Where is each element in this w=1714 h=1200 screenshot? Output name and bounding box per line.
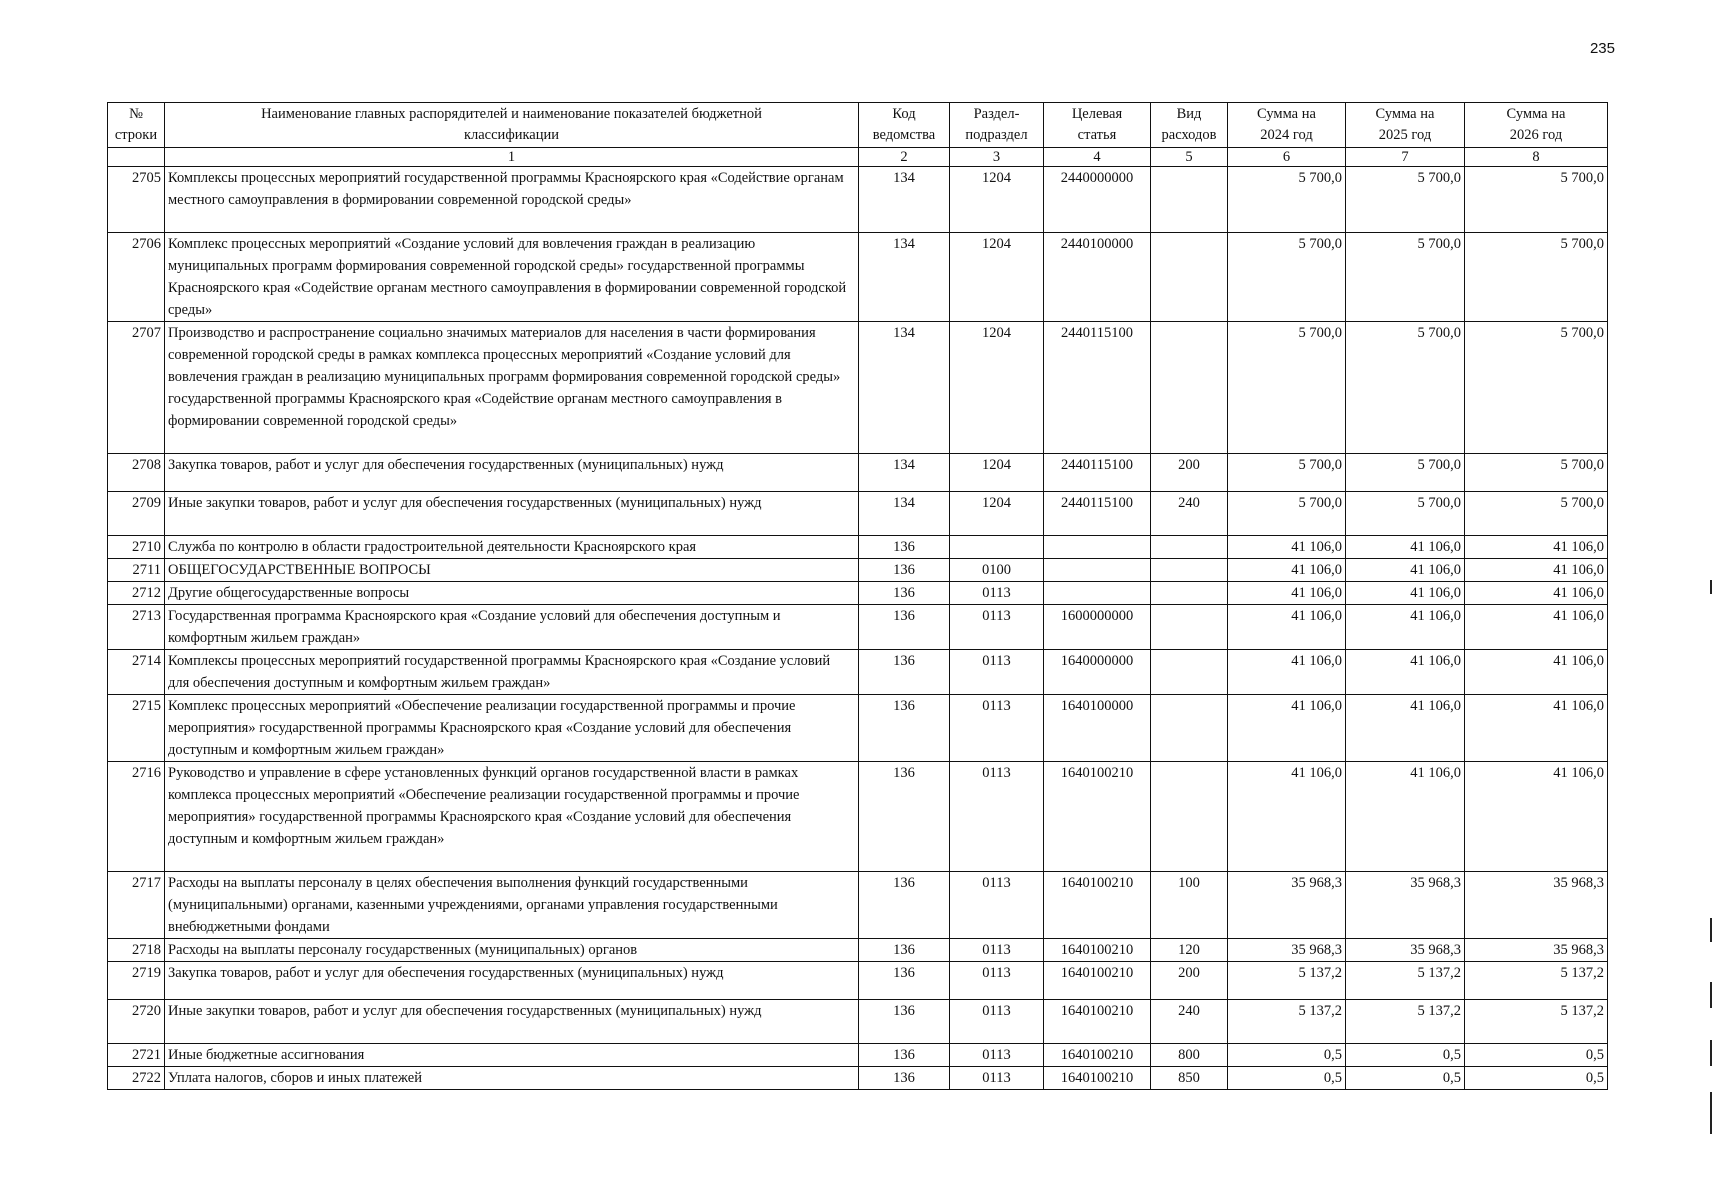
- header-section: Раздел- подраздел: [950, 103, 1044, 148]
- section-code: 0113: [950, 939, 1044, 962]
- row-number: 2706: [108, 233, 165, 322]
- department-code: 134: [859, 322, 950, 454]
- section-code: 1204: [950, 167, 1044, 233]
- sum-2025: 0,5: [1346, 1044, 1465, 1067]
- item-name: ОБЩЕГОСУДАРСТВЕННЫЕ ВОПРОСЫ: [165, 559, 859, 582]
- table-row: [108, 1000, 1608, 1044]
- expense-type: 200: [1151, 454, 1228, 492]
- sum-2026: 0,5: [1465, 1044, 1608, 1067]
- sum-2026: 5 700,0: [1465, 492, 1608, 536]
- column-number: 3: [950, 148, 1044, 167]
- target-article: 2440115100: [1044, 492, 1151, 536]
- item-name: Комплекс процессных мероприятий «Обеспечение реализации государственной программы и прочие мероприятия» государственной программы Красноярского края «Создание условий для обеспечения доступным и комфортным жильем граждан»: [165, 695, 859, 762]
- item-name: Расходы на выплаты персоналу государственных (муниципальных) органов: [165, 939, 859, 962]
- header-sum-2024: Сумма на 2024 год: [1228, 103, 1346, 148]
- item-name: Служба по контролю в области градостроительной деятельности Красноярского края: [165, 536, 859, 559]
- sum-2026: 41 106,0: [1465, 695, 1608, 762]
- sum-2026: 5 137,2: [1465, 1000, 1608, 1044]
- sum-2026: 5 700,0: [1465, 233, 1608, 322]
- sum-2024: 5 700,0: [1228, 322, 1346, 454]
- department-code: 136: [859, 939, 950, 962]
- header-row: [108, 103, 1608, 148]
- department-code: 134: [859, 167, 950, 233]
- sum-2024: 41 106,0: [1228, 605, 1346, 650]
- target-article: 1640100210: [1044, 939, 1151, 962]
- table-row: [108, 582, 1608, 605]
- sum-2025: 41 106,0: [1346, 650, 1465, 695]
- table-row: [108, 233, 1608, 322]
- target-article: 1640100210: [1044, 1044, 1151, 1067]
- item-name: Комплексы процессных мероприятий государственной программы Красноярского края «Создание условий для обеспечения доступным и комфортным жильем граждан»: [165, 650, 859, 695]
- item-name: Государственная программа Красноярского края «Создание условий для обеспечения доступным и комфортным жильем граждан»: [165, 605, 859, 650]
- target-article: 1640100000: [1044, 695, 1151, 762]
- target-article: [1044, 559, 1151, 582]
- row-number: 2719: [108, 962, 165, 1000]
- target-article: 1640100210: [1044, 1000, 1151, 1044]
- budget-table: [107, 102, 1608, 1090]
- sum-2025: 5 700,0: [1346, 492, 1465, 536]
- department-code: 136: [859, 536, 950, 559]
- department-code: 136: [859, 1044, 950, 1067]
- sum-2026: 41 106,0: [1465, 536, 1608, 559]
- scan-edge-mark: [1710, 580, 1712, 594]
- expense-type: 200: [1151, 962, 1228, 1000]
- expense-type: 850: [1151, 1067, 1228, 1090]
- expense-type: [1151, 167, 1228, 233]
- section-code: 0113: [950, 1044, 1044, 1067]
- scan-edge-mark: [1710, 982, 1712, 1008]
- expense-type: [1151, 322, 1228, 454]
- row-number: 2705: [108, 167, 165, 233]
- sum-2025: 5 137,2: [1346, 1000, 1465, 1044]
- table-row: [108, 167, 1608, 233]
- row-number: 2721: [108, 1044, 165, 1067]
- page-number: 235: [1589, 40, 1615, 57]
- section-code: 1204: [950, 454, 1044, 492]
- sum-2024: 41 106,0: [1228, 536, 1346, 559]
- item-name: Иные бюджетные ассигнования: [165, 1044, 859, 1067]
- header-row-number: № строки: [108, 103, 165, 148]
- row-number: 2716: [108, 762, 165, 872]
- target-article: 2440115100: [1044, 454, 1151, 492]
- section-code: 1204: [950, 233, 1044, 322]
- section-code: 0113: [950, 582, 1044, 605]
- sum-2025: 5 700,0: [1346, 322, 1465, 454]
- sum-2026: 35 968,3: [1465, 939, 1608, 962]
- item-name: Производство и распространение социально значимых материалов для населения в части формирования современной городской среды в рамках комплекса процессных мероприятий «Создание условий для вовлечения граждан в реализацию муниципальных программ формирования современной городской среды» государственной программы Красноярского края «Содействие органам местного самоуправления в формировании современной городской среды»: [165, 322, 859, 454]
- sum-2025: 35 968,3: [1346, 939, 1465, 962]
- target-article: 1640100210: [1044, 872, 1151, 939]
- row-number: 2708: [108, 454, 165, 492]
- sum-2026: 5 700,0: [1465, 167, 1608, 233]
- sum-2024: 5 700,0: [1228, 454, 1346, 492]
- row-number: 2717: [108, 872, 165, 939]
- table-row: [108, 454, 1608, 492]
- expense-type: [1151, 559, 1228, 582]
- expense-type: [1151, 233, 1228, 322]
- target-article: 1640100210: [1044, 962, 1151, 1000]
- sum-2026: 41 106,0: [1465, 582, 1608, 605]
- department-code: 136: [859, 605, 950, 650]
- department-code: 136: [859, 559, 950, 582]
- item-name: Иные закупки товаров, работ и услуг для обеспечения государственных (муниципальных) нужд: [165, 492, 859, 536]
- column-number: 5: [1151, 148, 1228, 167]
- row-number: 2714: [108, 650, 165, 695]
- item-name: Расходы на выплаты персоналу в целях обеспечения выполнения функций государственными (муниципальными) органами, казенными учреждениями, органами управления государственными внебюджетными фондами: [165, 872, 859, 939]
- sum-2024: 41 106,0: [1228, 559, 1346, 582]
- sum-2024: 41 106,0: [1228, 582, 1346, 605]
- column-number: 7: [1346, 148, 1465, 167]
- column-number-row: [108, 148, 1608, 167]
- scan-edge-mark: [1710, 1092, 1712, 1134]
- table-row: [108, 695, 1608, 762]
- table-row: [108, 492, 1608, 536]
- item-name: Уплата налогов, сборов и иных платежей: [165, 1067, 859, 1090]
- sum-2024: 35 968,3: [1228, 872, 1346, 939]
- expense-type: 800: [1151, 1044, 1228, 1067]
- sum-2026: 41 106,0: [1465, 650, 1608, 695]
- expense-type: [1151, 650, 1228, 695]
- section-code: 0113: [950, 762, 1044, 872]
- department-code: 134: [859, 233, 950, 322]
- department-code: 136: [859, 582, 950, 605]
- item-name: Закупка товаров, работ и услуг для обеспечения государственных (муниципальных) нужд: [165, 454, 859, 492]
- sum-2024: 0,5: [1228, 1044, 1346, 1067]
- table-row: [108, 1044, 1608, 1067]
- sum-2026: 41 106,0: [1465, 605, 1608, 650]
- section-code: 0100: [950, 559, 1044, 582]
- sum-2025: 41 106,0: [1346, 536, 1465, 559]
- sum-2025: 35 968,3: [1346, 872, 1465, 939]
- sum-2026: 5 137,2: [1465, 962, 1608, 1000]
- item-name: Иные закупки товаров, работ и услуг для обеспечения государственных (муниципальных) нужд: [165, 1000, 859, 1044]
- row-number: 2715: [108, 695, 165, 762]
- sum-2026: 35 968,3: [1465, 872, 1608, 939]
- sum-2024: 0,5: [1228, 1067, 1346, 1090]
- section-code: [950, 536, 1044, 559]
- column-number: 1: [165, 148, 859, 167]
- sum-2025: 5 700,0: [1346, 233, 1465, 322]
- sum-2025: 41 106,0: [1346, 605, 1465, 650]
- target-article: 1640100210: [1044, 762, 1151, 872]
- header-name: Наименование главных распорядителей и наименование показателей бюджетной классификации: [165, 103, 859, 148]
- header-department-code: Код ведомства: [859, 103, 950, 148]
- department-code: 136: [859, 872, 950, 939]
- expense-type: [1151, 536, 1228, 559]
- item-name: Закупка товаров, работ и услуг для обеспечения государственных (муниципальных) нужд: [165, 962, 859, 1000]
- sum-2025: 41 106,0: [1346, 695, 1465, 762]
- row-number: 2709: [108, 492, 165, 536]
- table-row: [108, 762, 1608, 872]
- sum-2024: 5 137,2: [1228, 1000, 1346, 1044]
- header-sum-2026: Сумма на 2026 год: [1465, 103, 1608, 148]
- table-row: [108, 605, 1608, 650]
- expense-type: [1151, 762, 1228, 872]
- expense-type: [1151, 605, 1228, 650]
- target-article: 2440100000: [1044, 233, 1151, 322]
- expense-type: 240: [1151, 1000, 1228, 1044]
- department-code: 134: [859, 454, 950, 492]
- target-article: 1640100210: [1044, 1067, 1151, 1090]
- expense-type: 120: [1151, 939, 1228, 962]
- target-article: [1044, 582, 1151, 605]
- row-number: 2707: [108, 322, 165, 454]
- table-row: [108, 939, 1608, 962]
- target-article: 2440000000: [1044, 167, 1151, 233]
- column-number: 8: [1465, 148, 1608, 167]
- header-target-article: Целевая статья: [1044, 103, 1151, 148]
- row-number: 2712: [108, 582, 165, 605]
- table-row: [108, 322, 1608, 454]
- sum-2024: 41 106,0: [1228, 762, 1346, 872]
- item-name: Другие общегосударственные вопросы: [165, 582, 859, 605]
- section-code: 1204: [950, 492, 1044, 536]
- row-number: 2718: [108, 939, 165, 962]
- sum-2025: 41 106,0: [1346, 582, 1465, 605]
- expense-type: [1151, 695, 1228, 762]
- item-name: Комплексы процессных мероприятий государственной программы Красноярского края «Содействие органам местного самоуправления в формировании современной городской среды»: [165, 167, 859, 233]
- expense-type: [1151, 582, 1228, 605]
- sum-2024: 5 700,0: [1228, 167, 1346, 233]
- table-row: [108, 536, 1608, 559]
- expense-type: 240: [1151, 492, 1228, 536]
- sum-2024: 5 700,0: [1228, 233, 1346, 322]
- row-number: 2713: [108, 605, 165, 650]
- table-row: [108, 559, 1608, 582]
- column-number: 2: [859, 148, 950, 167]
- target-article: [1044, 536, 1151, 559]
- header-expense-type: Вид расходов: [1151, 103, 1228, 148]
- table-row: [108, 872, 1608, 939]
- section-code: 0113: [950, 695, 1044, 762]
- sum-2025: 5 137,2: [1346, 962, 1465, 1000]
- scan-edge-mark: [1710, 918, 1712, 942]
- department-code: 136: [859, 1000, 950, 1044]
- column-number: 6: [1228, 148, 1346, 167]
- sum-2025: 5 700,0: [1346, 167, 1465, 233]
- department-code: 136: [859, 650, 950, 695]
- column-number: [108, 148, 165, 167]
- expense-type: 100: [1151, 872, 1228, 939]
- item-name: Руководство и управление в сфере установленных функций органов государственной власти в рамках комплекса процессных мероприятий «Обеспечение реализации государственной программы и прочие мероприятия» государственной программы Красноярского края «Создание условий для обеспечения доступным и комфортным жильем граждан»: [165, 762, 859, 872]
- section-code: 0113: [950, 605, 1044, 650]
- sum-2024: 5 700,0: [1228, 492, 1346, 536]
- sum-2025: 41 106,0: [1346, 559, 1465, 582]
- table-row: [108, 962, 1608, 1000]
- table-row: [108, 1067, 1608, 1090]
- sum-2026: 5 700,0: [1465, 322, 1608, 454]
- department-code: 136: [859, 762, 950, 872]
- scan-edge-mark: [1710, 1040, 1712, 1066]
- department-code: 136: [859, 695, 950, 762]
- section-code: 0113: [950, 962, 1044, 1000]
- target-article: 2440115100: [1044, 322, 1151, 454]
- section-code: 0113: [950, 872, 1044, 939]
- sum-2024: 35 968,3: [1228, 939, 1346, 962]
- sum-2025: 0,5: [1346, 1067, 1465, 1090]
- target-article: 1640000000: [1044, 650, 1151, 695]
- section-code: 0113: [950, 1000, 1044, 1044]
- department-code: 136: [859, 962, 950, 1000]
- item-name: Комплекс процессных мероприятий «Создание условий для вовлечения граждан в реализацию муниципальных программ формирования современной городской среды» государственной программы Красноярского края «Содействие органам местного самоуправления в формировании современной городской среды»: [165, 233, 859, 322]
- sum-2026: 41 106,0: [1465, 762, 1608, 872]
- sum-2025: 5 700,0: [1346, 454, 1465, 492]
- target-article: 1600000000: [1044, 605, 1151, 650]
- department-code: 134: [859, 492, 950, 536]
- sum-2024: 41 106,0: [1228, 650, 1346, 695]
- sum-2026: 41 106,0: [1465, 559, 1608, 582]
- section-code: 0113: [950, 650, 1044, 695]
- sum-2026: 5 700,0: [1465, 454, 1608, 492]
- sum-2024: 5 137,2: [1228, 962, 1346, 1000]
- department-code: 136: [859, 1067, 950, 1090]
- table-row: [108, 650, 1608, 695]
- header-sum-2025: Сумма на 2025 год: [1346, 103, 1465, 148]
- row-number: 2711: [108, 559, 165, 582]
- section-code: 0113: [950, 1067, 1044, 1090]
- row-number: 2720: [108, 1000, 165, 1044]
- sum-2024: 41 106,0: [1228, 695, 1346, 762]
- section-code: 1204: [950, 322, 1044, 454]
- column-number: 4: [1044, 148, 1151, 167]
- sum-2025: 41 106,0: [1346, 762, 1465, 872]
- row-number: 2710: [108, 536, 165, 559]
- row-number: 2722: [108, 1067, 165, 1090]
- sum-2026: 0,5: [1465, 1067, 1608, 1090]
